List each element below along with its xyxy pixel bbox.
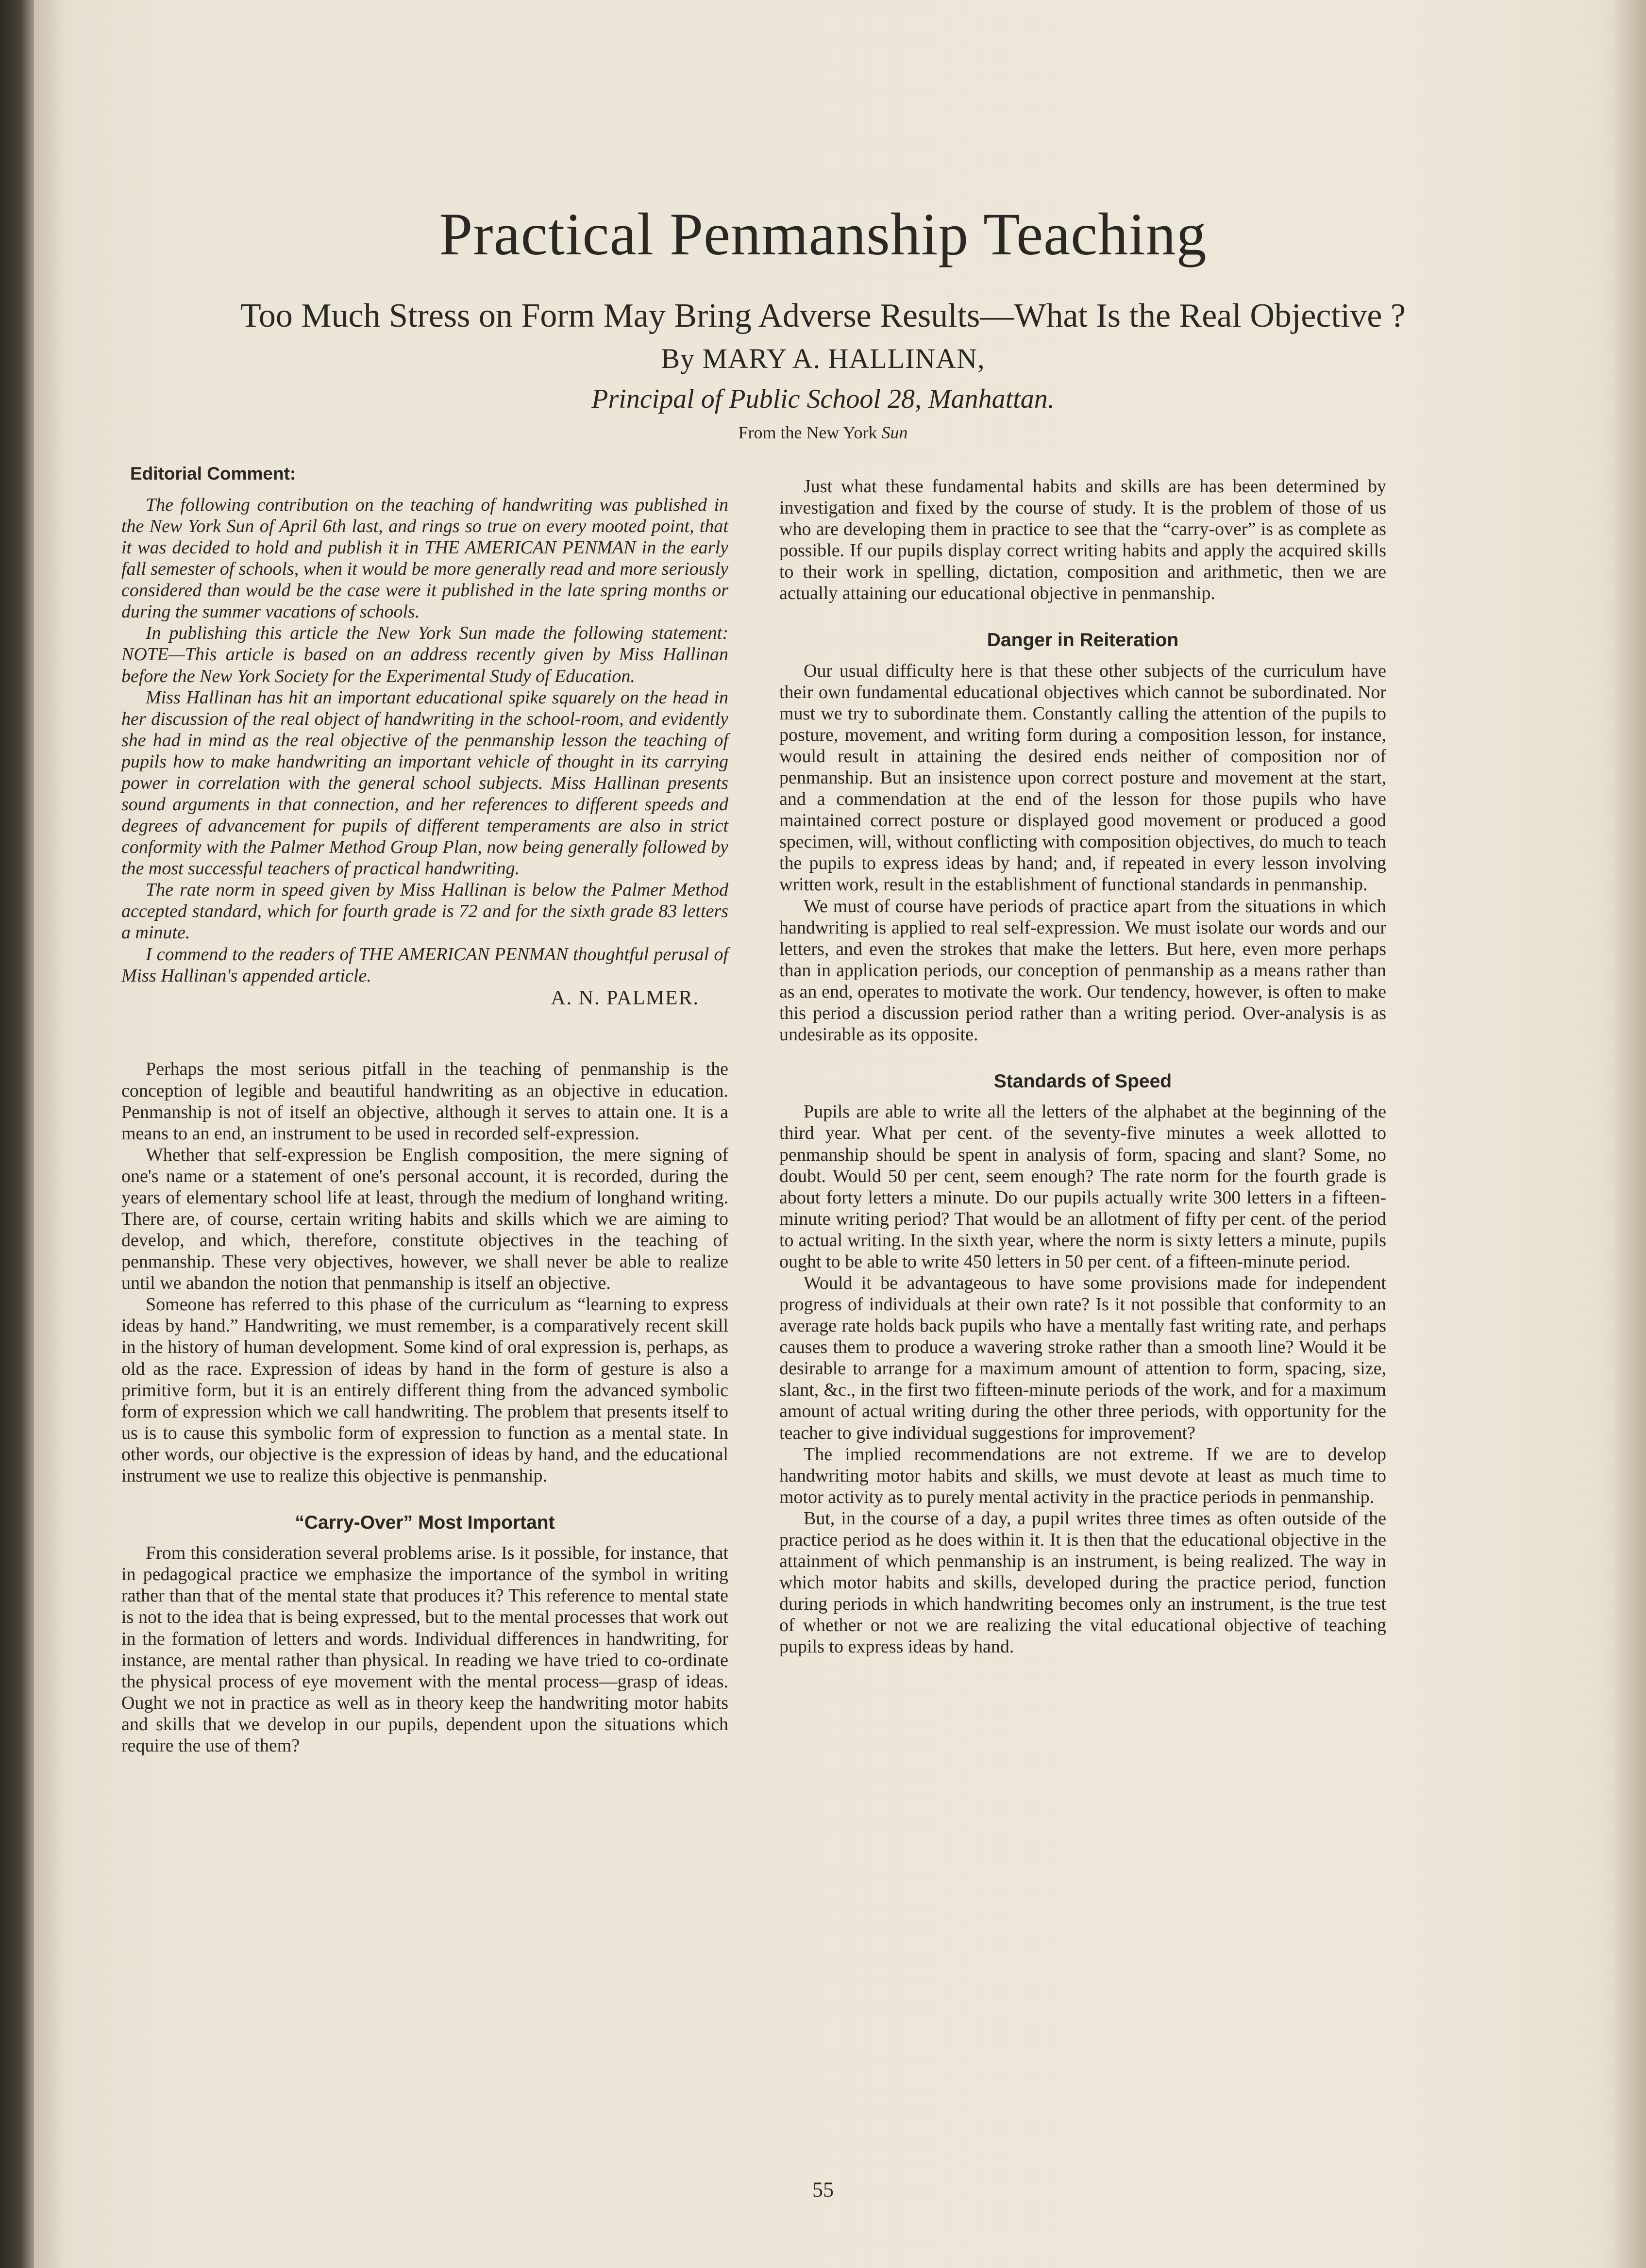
body-paragraph: Just what these fundamental habits and skills are has been determined by investigation and fixed by the course of study. It is the problem of those of us who are developing them in practice to see that the “carry-over” is as complete as possible. If our pupils display correct writing habits and apply the acquired skills to their work in spelling, dictation, composition and arithmetic, then we are actually attaining our educational objective in penmanship. — [779, 476, 1386, 604]
body-paragraph: Our usual difficulty here is that these other subjects of the curriculum have their own fundamental educational objectives which cannot be subordinated. Nor must we try to subordinate them. Constantly calling the attention of the pupils to posture, movement, and writing form during a composition lesson, for instance, would result in attaining the desired ends neither of composition nor of penmanship. But an insistence upon correct posture and movement at the start, and a commendation at the end of the lesson for those pupils who have maintained correct posture or displayed good movement or produced a good specimen, will, without conflicting with composition objectives, do much to teach the pupils to express ideas by hand; and, if repeated in every lesson involving written work, result in the establishment of functional standards in penmanship. — [779, 660, 1386, 895]
body-paragraph: The implied recommendations are not extreme. If we are to develop handwriting motor habits and skills, we must devote at least as much time to motor activity as to purely mental activity in the practice periods in penmanship. — [779, 1444, 1386, 1507]
source-paper: Sun — [881, 423, 908, 442]
left-column — [121, 464, 728, 1756]
body-paragraph: Someone has referred to this phase of the curriculum as “learning to express ideas by hand.” Handwriting, we must remember, is a comparatively recent skill in the history of human development. Some kind of oral expression is, perhaps, as old as the race. Expression of ideas by hand in the form of gesture is also a primitive form, but it is an entirely different thing from the advanced symbolic form of expression which we call handwriting. The problem that presents itself to us is to cause this symbolic form of expression to function as a mental state. In other words, our objective is the expression of ideas by hand, and the educational instrument we use to realize this objective is penmanship. — [121, 1294, 728, 1486]
body-paragraph: Perhaps the most serious pitfall in the teaching of penmanship is the conception of legible and beautiful handwriting as an objective in education. Penmanship is not of itself an objective, although it serves to attain one. It is a means to an end, an instrument to be used in recorded self-expression. — [121, 1059, 728, 1144]
author-affiliation: Principal of Public School 28, Manhattan. — [591, 384, 1055, 414]
editorial-paragraph: Miss Hallinan has hit an important educational spike squarely on the head in her discussion of the real object of handwriting in the school-room, and evidently she had in mind as the real objective of the penmanship lesson the teaching of pupils how to make handwriting an important vehicle of thought in its carrying power in correlation with the general school subjects. Miss Hallinan presents sound arguments in that connection, and her references to different speeds and degrees of advancement for pupils of different temperaments are also in strict conformity with the Palmer Method Group Plan, now being generally followed by the most successful teachers of practical handwriting. — [121, 687, 728, 879]
body-paragraph: Pupils are able to write all the letters of the alphabet at the beginning of the third year. What per cent. of the seventy-five minutes a week allotted to penmanship should be spent in analysis of form, spacing and slant? Some, no doubt. Would 50 per cent, seem enough? The rate norm for the fourth grade is about forty letters a minute. Do our pupils actually write 300 letters in a fifteen-minute writing period? That would be an allotment of fifty per cent. of the period to actual writing. In the sixth year, where the norm is sixty letters a minute, pupils ought to be able to write 450 letters in 50 per cent. of a fifteen-minute period. — [779, 1101, 1386, 1272]
body-paragraph: We must of course have periods of practice apart from the situations in which handwriting is applied to real self-expression. We must isolate our words and our letters, and even the strokes that make the letters. But here, even more perhaps than in application periods, our conception of penmanship as a means rather than as an end, operates to motivate the work. Our tendency, however, is often to make this period a discussion period rather than a writing period. Over-analysis is as undesirable as its opposite. — [779, 896, 1386, 1045]
editorial-paragraph: The following contribution on the teaching of handwriting was published in the New York Sun of April 6th last, and rings so true on every mooted point, that it was decided to hold and publish it in THE AMERICAN PENMAN in the early fall semester of schools, when it would be more generally read and more seriously considered than would be the case were it published in the late spring months or during the summer vacations of schools. — [121, 494, 728, 622]
section-heading-danger: Danger in Reiteration — [987, 630, 1179, 651]
body-paragraph: Whether that self-expression be English composition, the mere signing of one's name or a statement of one's personal account, it is recorded, during the years of elementary school life at least, through the medium of longhand writing. There are, of course, certain writing habits and skills which we are aiming to develop, and which, therefore, constitute objectives in the teaching of penmanship. These very objectives, however, we shall never be able to realize until we abandon the notion that penmanship is itself an objective. — [121, 1144, 728, 1294]
editorial-paragraph: In publishing this article the New York Sun made the following statement: NOTE—This article is based on an address recently given by Miss Hallinan before the New York Society for the Experimental Study of Education. — [121, 623, 728, 686]
editorial-heading: Editorial Comment: — [130, 464, 296, 484]
body-paragraph: From this consideration several problems arise. Is it possible, for instance, that in pedagogical practice we emphasize the importance of the symbol in writing rather than that of the mental state that produces it? This reference to mental state is not to the idea that is being expressed, but to the mental processes that work out in the formation of letters and words. Individual differences in handwriting, for instance, are mental rather than physical. In reading we have tried to co-ordinate the physical process of eye movement with the mental process—grasp of ideas. Ought we not in practice as well as in theory keep the handwriting motor habits and skills that we develop in our pupils, dependent upon the situations which require the use of them? — [121, 1543, 728, 1756]
editorial-paragraph: I commend to the readers of THE AMERICAN PENMAN thoughtful perusal of Miss Hallinan's appended article. — [121, 944, 728, 986]
article-title: Practical Penmanship Teaching — [439, 201, 1207, 267]
editorial-comment — [121, 494, 728, 1010]
source-credit — [0, 422, 1646, 443]
section-heading-carry-over: “Carry-Over” Most Important — [295, 1512, 555, 1533]
article-subtitle: Too Much Stress on Form May Bring Adverse Results—What Is the Real Objective ? — [240, 297, 1406, 334]
page-number: 55 — [812, 2178, 834, 2201]
body-paragraph: Would it be advantageous to have some provisions made for independent progress of individuals at their own rate? Is it not possible that conformity to an average rate holds back pupils who have a mentally fast writing rate, and perhaps causes them to produce a wavering stroke rather than a smooth line? Would it be desirable to arrange for a maximum amount of attention to form, spacing, size, slant, &c., in the first two fifteen-minute periods of the work, and for a maximum amount of actual writing during the other three periods, with opportunity for the teacher to give individual suggestions for improvement? — [779, 1272, 1386, 1443]
body-paragraph: But, in the course of a day, a pupil writes three times as often outside of the practice period as he does within it. It is then that the educational objective in the attainment of which penmanship is an instrument, is being realized. The way in which motor habits and skills, developed during the practice period, function during periods in which handwriting becomes only an instrument, is the true test of whether or not we are realizing the vital educational objective of teaching pupils to express ideas by hand. — [779, 1508, 1386, 1657]
book-gutter — [0, 0, 34, 2268]
source-prefix: From the New York — [738, 423, 877, 442]
page-edge — [1612, 0, 1646, 2268]
editorial-paragraph: The rate norm in speed given by Miss Hallinan is below the Palmer Method accepted standard, which for fourth grade is 72 and for the sixth grade 83 letters a minute. — [121, 880, 728, 943]
section-heading-speed: Standards of Speed — [993, 1071, 1172, 1092]
editorial-signature: A. N. PALMER. — [551, 986, 699, 1009]
byline: By MARY A. HALLINAN, — [661, 343, 985, 374]
right-column — [779, 476, 1386, 1657]
